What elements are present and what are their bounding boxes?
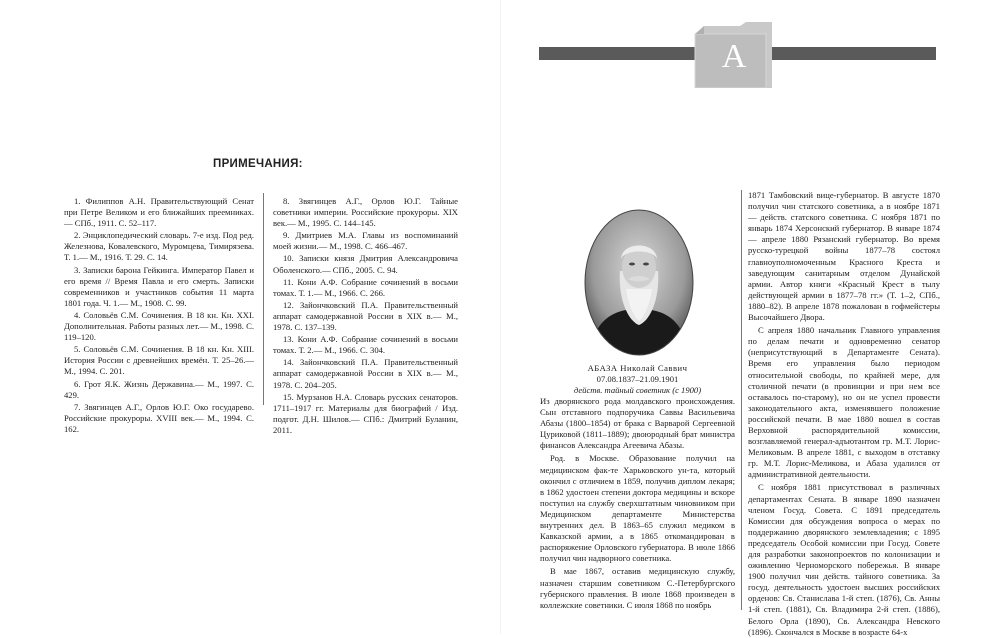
notes-title: ПРИМЕЧАНИЯ:: [213, 158, 303, 170]
note-item: 6. Грот Я.К. Жизнь Державина.— М., 1997. С. 429.: [64, 378, 254, 400]
person-rank: действ. тайный советник (с 1900): [573, 385, 702, 395]
note-item: 13. Кони А.Ф. Собрание сочинений в восьми томах. Т. 2.— М., 1966. С. 304.: [273, 334, 458, 356]
note-item: 2. Энциклопедический словарь. 7-е изд. Под ред. Железнова, Ковалевского, Муромцева, Тимирязева. Т. 1.— М., 1916. Т. 29. С. 14.: [64, 230, 254, 263]
note-item: 9. Дмитриев М.А. Главы из воспоминаний моей жизни.— М., 1998. С. 466–467.: [273, 230, 458, 252]
notes-column-left: [64, 196, 254, 436]
bio-paragraph: В мае 1867, оставив медицинскую службу, назначен старшим советником С.-Петербургского губернского правления. В июле 1868 произведен в коллежские советники. С июля 1868 по ноябрь: [540, 566, 735, 610]
note-item: 3. Записки барона Гейкинга. Император Павел и его время // Время Павла и его смерть. Записки современников и участников события 11 марта 1801 года. Ч. 1.— М., 1908. С. 99.: [64, 264, 254, 308]
bio-paragraph: Из дворянского рода молдавского происхождения. Сын отставного подпоручика Саввы Васильевича Абазы (1800–1854) от брака с Варварой Сергеевной Цуриковой (1811–1889); двоюродный брат министра финансов Александра Агеевича Абазы.: [540, 396, 735, 451]
note-item: 11. Кони А.Ф. Собрание сочинений в восьми томах. Т. 1.— М., 1966. С. 266.: [273, 276, 458, 298]
note-item: 12. Зайончковский П.А. Правительственный аппарат самодержавной России в XIX в.— М., 1978. С. 137–139.: [273, 299, 458, 333]
biography-column-left: [540, 396, 735, 611]
notes-column-right: [273, 196, 458, 437]
bio-paragraph: 1871 Тамбовский вице-губернатор. В августе 1870 получил чин статского советника, а в ноябре 1871 — действ. статского советника. С ноября 1871 по январь 1874 Херсонский губернатор. В январе 1874 — апреле 1880 Рязанский губернатор. Во время русско-турецкой войны 1877–78 состоял главноуполномоченным Красного Креста и заведующим санитарным отделом Дунайской армии. Автор книги «Красный Крест в тылу действующей армии в 1877–78 гг.» (Т. 1–2, СПб., 1880–82). В апреле 1878 пожалован в гофмейстеры Высочайшего Двора.: [748, 190, 940, 323]
note-item: 4. Соловьёв С.М. Сочинения. В 18 кн. Кн. XXI. Дополнительная. Работы разных лет.— М., 1998. С. 119–120.: [64, 309, 254, 343]
note-item: 14. Зайончковский П.А. Правительственный аппарат самодержавной России в XIX в.— М., 1978. С. 204–205.: [273, 357, 458, 390]
biography-column-right: [748, 190, 940, 638]
notes-column-divider: [263, 193, 264, 405]
note-item: 5. Соловьёв С.М. Сочинения. В 18 кн. Кн. XIII. История России с древнейших времён. Т. 25–26.— М., 1994. С. 201.: [64, 344, 254, 377]
note-item: 15. Мурзанов Н.А. Словарь русских сенаторов. 1711–1917 гг. Материалы для биографий / Изд. подгот. Д.Н. Шилов.— СПб.: Дмитрий Буланин, 2011.: [273, 391, 458, 435]
note-item: 10. Записки князя Дмитрия Александровича Оболенского.— СПб., 2005. С. 94.: [273, 253, 458, 275]
note-item: 7. Звягинцев А.Г., Орлов Ю.Г. Око государево. Российские прокуроры. XVIII век.— М., 1994. С. 162.: [64, 401, 254, 434]
biography-column-divider: [741, 190, 742, 610]
note-item: 1. Филиппов А.Н. Правительствующий Сенат при Петре Великом и его ближайших преемниках.— СПб., 1911. С. 52–117.: [64, 196, 254, 229]
bio-paragraph: С ноября 1881 присутствовал в различных департаментах Сената. В январе 1890 назначен членом Госуд. Совета. С 1891 председатель Комиссии для обсуждения вопроса о мерах по поддержанию дворянского землевладения; с 1895 председатель Особой комиссии при Госуд. Совете для разработки законопроектов по колонизации и оживлению Черноморского побережья. В январе 1900 получил чин действ. тайного советника. За госуд. деятельность удостоен высших российских орденов: Св. Станислава 1-й степ. (1876), Св. Анны 1-й степ. (1881), Св. Владимира 2-й степ. (1886), Белого Орла (1890), Св. Александра Невского (1896). Скончался в Москве в возрасте 64-х: [748, 482, 940, 637]
portrait-photo: [584, 209, 694, 356]
person-dates: 07.08.1837–21.09.1901: [596, 374, 679, 384]
person-name: АБАЗА Николай Саввич: [587, 363, 688, 373]
section-letter: А: [721, 38, 747, 75]
bio-paragraph: С апреля 1880 начальник Главного управления по делам печати и одновременно сенатор (неприсутствующий в Департаменте Сената). Время его управления было периодом относительной свободы, по крайней мере, для столичной печати (в провинции и при нем все оставалось по-старому), но он не успел провести законодательного акта, изменявшего положение российской печати. В мае 1880 вошел в состав Верховной распорядительной комиссии, возглавляемой генерал-адъютантом гр. М.Т. Лорис-Меликовым. В апреле 1881, с выходом в отставку гр. М.Т. Лорис-Меликова, и Абаза удалился от административной деятельности.: [748, 325, 940, 480]
note-item: 8. Звягинцев А.Г., Орлов Ю.Г. Тайные советники империи. Российские прокуроры. XIX век.— М., 1995. С. 144–145.: [273, 196, 458, 229]
bio-paragraph: Род. в Москве. Образование получил на медицинском фак-те Харьковского ун-та, который окончил с отличием в 1859, получив диплом лекаря; в 1862 удостоен степени доктора медицины и вскоре поступил на службу сверхштатным чиновником при Медицинском департаменте Министерства внутренних дел. В 1863–65 служил медиком в Кавказской армии, а в 1865 откомандирован в распоряжение Орловского губернатора. В июле 1866 получил чин надворного советника.: [540, 453, 735, 564]
page-gutter: [500, 0, 501, 634]
